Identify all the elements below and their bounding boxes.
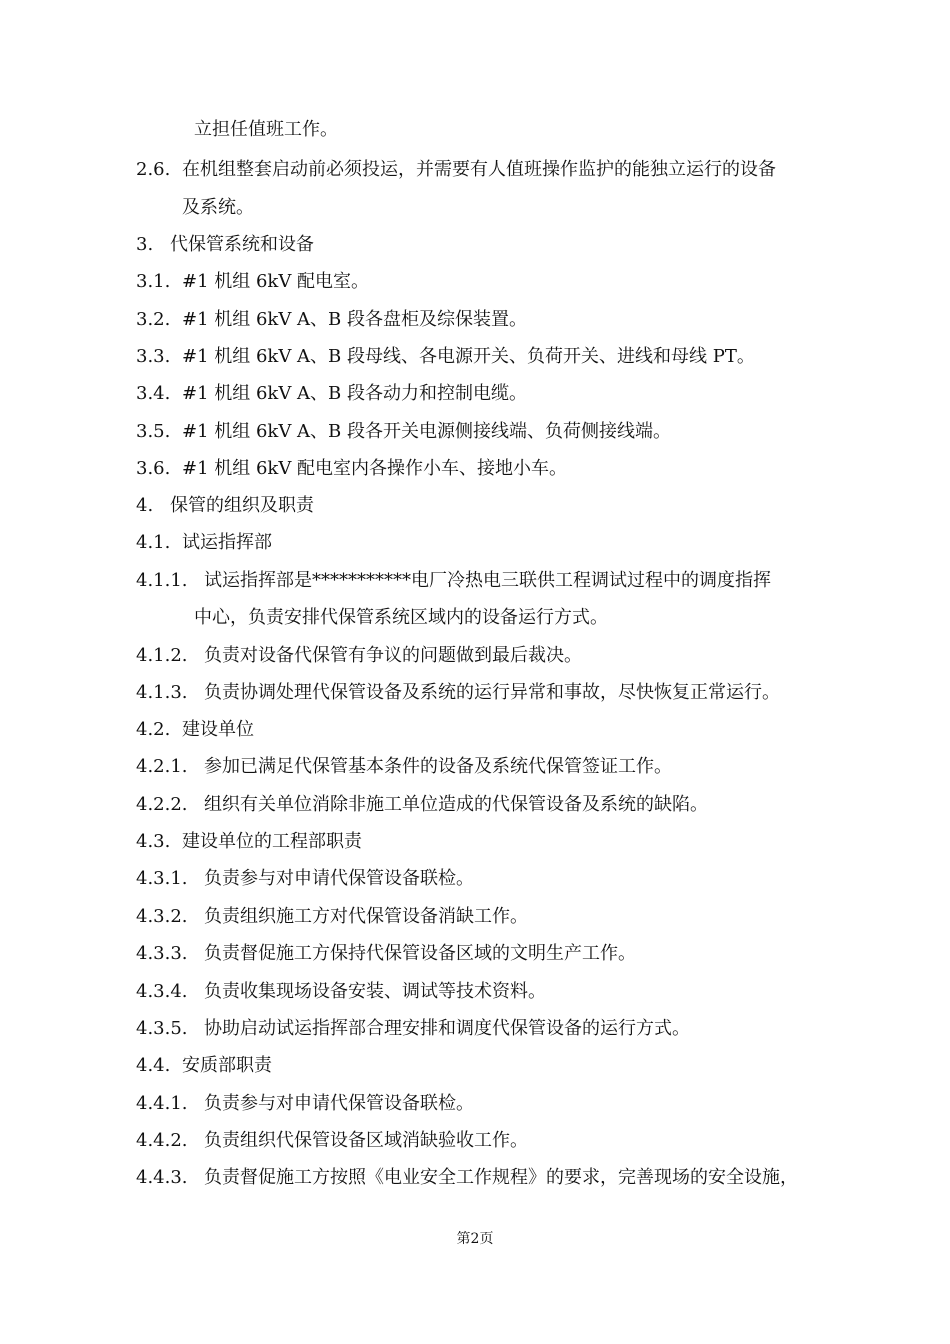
item-number: 3. (136, 234, 154, 255)
numbered-item (136, 158, 776, 182)
item-number: 2.6. (136, 159, 171, 180)
item-text: 建设单位的工程部职责 (182, 831, 362, 852)
item-text: #1 机组 6kV A、B 段各动力和控制电缆。 (182, 383, 528, 404)
item-number: 3.6. (136, 458, 171, 479)
paragraph-line (182, 196, 254, 220)
numbered-item (136, 681, 780, 705)
item-text: 参加已满足代保管基本条件的设备及系统代保管签证工作。 (204, 756, 672, 777)
item-number: 4.2. (136, 719, 171, 740)
line-text: 立担任值班工作。 (194, 119, 338, 140)
item-number: 4.3.1. (136, 868, 188, 889)
item-number: 4.3. (136, 831, 171, 852)
item-number: 4.3.5. (136, 1018, 188, 1039)
item-text: 负责督促施工方按照《电业安全工作规程》的要求，完善现场的安全设施， (204, 1167, 798, 1188)
numbered-item (136, 420, 671, 444)
item-text: 负责参与对申请代保管设备联检。 (204, 1093, 474, 1114)
section-heading (136, 494, 314, 518)
item-text: 负责对设备代保管有争议的问题做到最后裁决。 (204, 645, 582, 666)
item-text: 试运指挥部是***********电厂冷热电三联供工程调试过程中的调度指挥 (204, 570, 771, 591)
item-number: 3.2. (136, 309, 171, 330)
item-number: 4.3.4. (136, 981, 188, 1002)
item-number: 4. (136, 495, 154, 516)
numbered-item (136, 345, 755, 369)
item-text: 协助启动试运指挥部合理安排和调度代保管设备的运行方式。 (204, 1018, 690, 1039)
item-text: #1 机组 6kV A、B 段各盘柜及综保装置。 (182, 309, 528, 330)
item-number: 3.5. (136, 421, 171, 442)
item-number: 4.1.1. (136, 570, 188, 591)
line-text: 及系统。 (182, 197, 254, 218)
item-text: 负责督促施工方保持代保管设备区域的文明生产工作。 (204, 943, 636, 964)
numbered-item (136, 1166, 798, 1190)
line-text: 中心，负责安排代保管系统区域内的设备运行方式。 (194, 607, 608, 628)
numbered-item (136, 793, 708, 817)
item-number: 4.3.3. (136, 943, 188, 964)
item-number: 4.4.3. (136, 1167, 188, 1188)
numbered-item (136, 942, 636, 966)
item-text: 负责参与对申请代保管设备联检。 (204, 868, 474, 889)
numbered-item (136, 980, 546, 1004)
numbered-item (136, 1092, 474, 1116)
item-text: #1 机组 6kV A、B 段母线、各电源开关、负荷开关、进线和母线 PT。 (182, 346, 755, 367)
item-text: 安质部职责 (182, 1055, 272, 1076)
numbered-item (136, 867, 474, 891)
item-text: 负责协调处理代保管设备及系统的运行异常和事故，尽快恢复正常运行。 (204, 682, 780, 703)
numbered-item (136, 718, 254, 742)
item-text: 负责收集现场设备安装、调试等技术资料。 (204, 981, 546, 1002)
numbered-item (136, 569, 771, 593)
item-number: 4.1.2. (136, 645, 188, 666)
item-text: 在机组整套启动前必须投运，并需要有人值班操作监护的能独立运行的设备 (182, 159, 776, 180)
paragraph-line (194, 118, 338, 142)
item-number: 4.3.2. (136, 906, 188, 927)
section-heading (136, 233, 314, 257)
page-number: 第2页 (456, 1231, 494, 1247)
item-text: 保管的组织及职责 (170, 495, 314, 516)
item-text: 负责组织代保管设备区域消缺验收工作。 (204, 1130, 528, 1151)
item-number: 4.2.2. (136, 794, 188, 815)
numbered-item (136, 1129, 528, 1153)
item-text: #1 机组 6kV A、B 段各开关电源侧接线端、负荷侧接线端。 (182, 421, 672, 442)
numbered-item (136, 1017, 690, 1041)
paragraph-line (194, 606, 608, 630)
item-number: 4.4. (136, 1055, 171, 1076)
item-number: 3.4. (136, 383, 171, 404)
item-number: 3.1. (136, 271, 171, 292)
numbered-item (136, 644, 582, 668)
item-text: 代保管系统和设备 (170, 234, 314, 255)
item-text: #1 机组 6kV 配电室。 (182, 271, 370, 292)
numbered-item (136, 270, 369, 294)
numbered-item (136, 1054, 272, 1078)
item-number: 3.3. (136, 346, 171, 367)
numbered-item (136, 830, 362, 854)
item-number: 4.1.3. (136, 682, 188, 703)
item-text: 组织有关单位消除非施工单位造成的代保管设备及系统的缺陷。 (204, 794, 708, 815)
item-text: #1 机组 6kV 配电室内各操作小车、接地小车。 (182, 458, 568, 479)
numbered-item (136, 382, 527, 406)
numbered-item (136, 905, 528, 929)
item-number: 4.4.2. (136, 1130, 188, 1151)
numbered-item (136, 457, 567, 481)
numbered-item (136, 531, 272, 555)
item-text: 试运指挥部 (182, 532, 272, 553)
numbered-item (136, 755, 672, 779)
item-text: 建设单位 (182, 719, 254, 740)
item-number: 4.4.1. (136, 1093, 188, 1114)
item-number: 4.1. (136, 532, 171, 553)
item-text: 负责组织施工方对代保管设备消缺工作。 (204, 906, 528, 927)
item-number: 4.2.1. (136, 756, 188, 777)
numbered-item (136, 308, 527, 332)
